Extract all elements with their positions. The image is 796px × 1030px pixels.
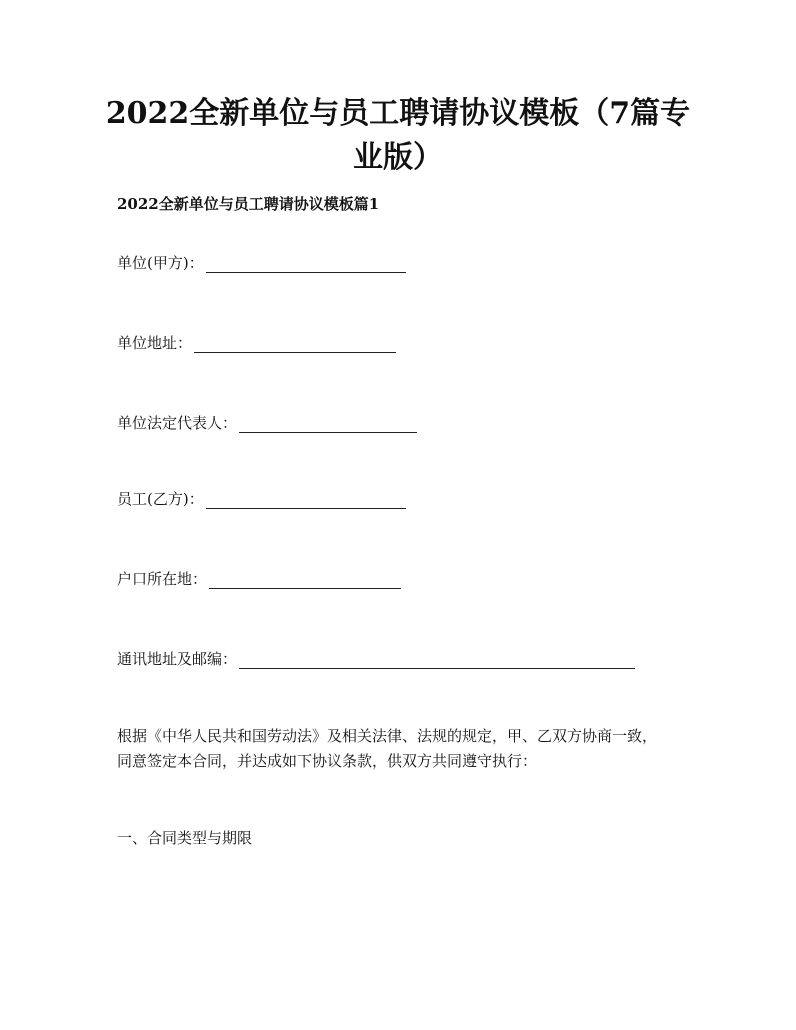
- field-employee-blank: [206, 496, 406, 509]
- field-employee-label: 员工(乙方)：: [117, 490, 204, 508]
- field-household-registration-blank: [209, 576, 401, 589]
- field-employer: [117, 252, 406, 273]
- field-household-registration: [117, 568, 401, 589]
- field-employer-label: 单位(甲方)：: [117, 254, 204, 272]
- field-employee: [117, 488, 406, 509]
- intro-paragraph-line-1: 根据《中华人民共和国劳动法》及相关法律、法规的规定，甲、乙双方协商一致，: [117, 727, 658, 745]
- field-contact-address-postcode-label: 通讯地址及邮编：: [117, 650, 238, 668]
- field-household-registration-label: 户口所在地：: [117, 570, 208, 588]
- field-employer-address-label: 单位地址：: [117, 334, 193, 352]
- field-legal-representative-blank: [239, 420, 417, 433]
- field-legal-representative: [117, 412, 417, 433]
- section-heading-contract-type: 一、合同类型与期限: [117, 829, 253, 847]
- document-title-line-2: 业版）: [353, 140, 443, 175]
- document-title-line-1: 2022全新单位与员工聘请协议模板（7篇专: [105, 96, 691, 131]
- field-employer-address: [117, 332, 396, 353]
- field-contact-address-postcode-blank: [239, 656, 635, 669]
- field-contact-address-postcode: [117, 648, 635, 669]
- intro-paragraph: [117, 724, 687, 774]
- field-employer-address-blank: [194, 340, 396, 353]
- field-employer-blank: [206, 260, 406, 273]
- document-subtitle: 2022全新单位与员工聘请协议模板篇1: [117, 195, 380, 213]
- intro-paragraph-line-2: 同意签定本合同，并达成如下协议条款，供双方共同遵守执行：: [117, 752, 538, 770]
- field-legal-representative-label: 单位法定代表人：: [117, 414, 238, 432]
